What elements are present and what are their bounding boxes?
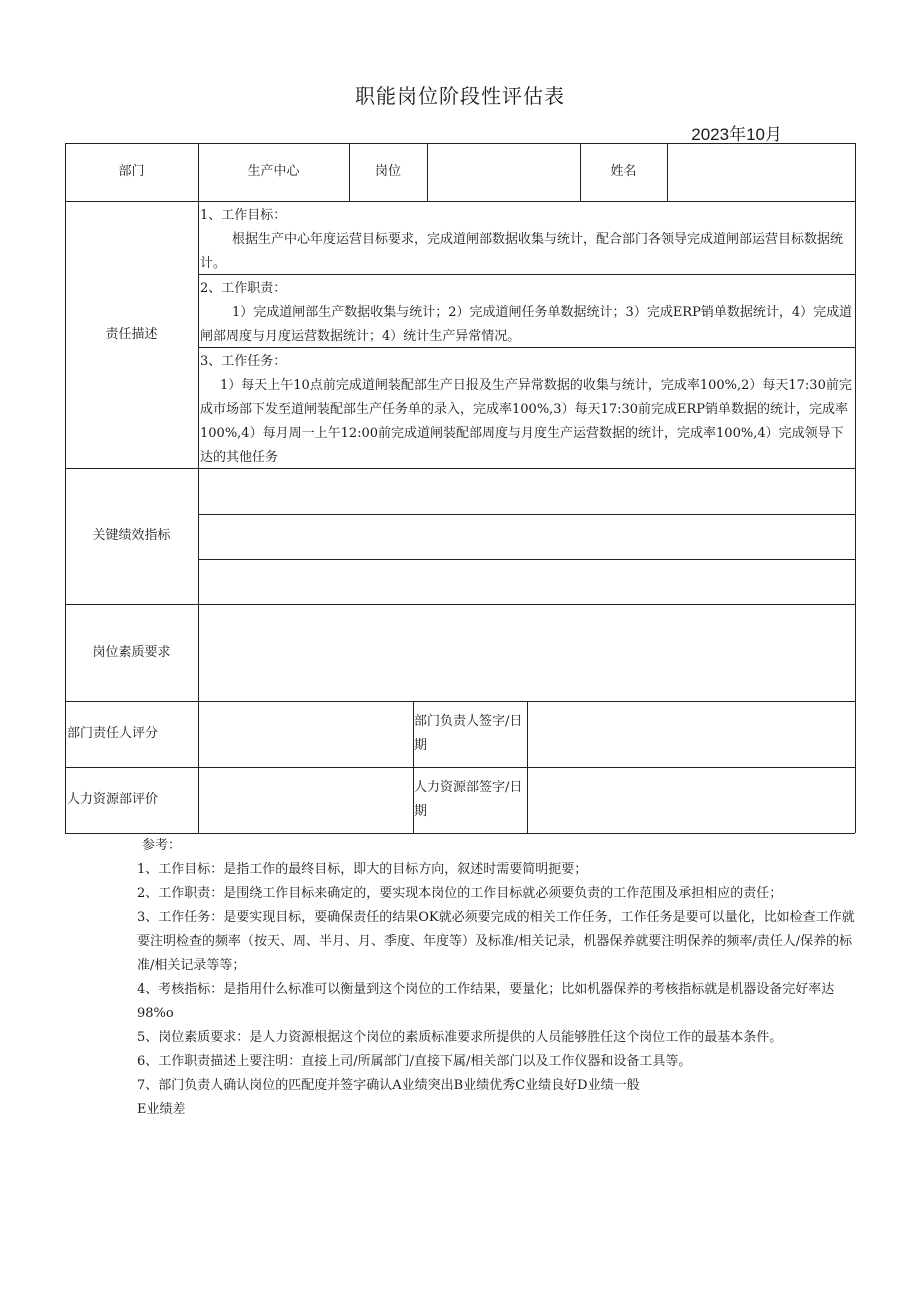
reference-item-7: 7、部门负责人确认岗位的匹配度并签字确认A业绩突出B业绩优秀C业绩良好D业绩一般	[137, 1078, 640, 1093]
reference-item-6: 6、工作职责描述上要注明：直接上司/所属部门/直接下属/相关部门以及工作仪器和设备工具等。	[137, 1054, 692, 1069]
dept-score-label: 部门责任人评分	[67, 726, 159, 741]
responsibility-label: 责任描述	[105, 326, 158, 342]
name-label: 姓名	[610, 164, 637, 179]
hr-sign-value[interactable]	[527, 767, 855, 833]
kpi-row-3[interactable]	[198, 559, 855, 604]
work-goal-text: 根据生产中心年度运营目标要求，完成道闸部数据收集与统计，配合部门各领导完成道闸部运营目标数据统计。	[200, 232, 844, 271]
dept-sign-value[interactable]	[527, 701, 855, 767]
quality-value[interactable]	[198, 604, 855, 701]
hr-eval-value[interactable]	[198, 767, 413, 833]
reference-item-4: 4、考核指标：是指用什么标准可以衡量到这个岗位的工作结果，要量化；比如机器保养的考核指标就是机器设备完好率达98%o	[137, 982, 835, 1021]
work-duty-text: 1）完成道闸部生产数据收集与统计；2）完成道闸任务单数据统计；3）完成ERP销单数据统计，4）完成道闸部周度与月度运营数据统计；4）统计生产异常情况。	[200, 305, 853, 344]
form-date: 2023年10月	[691, 125, 782, 144]
reference-item-3: 3、工作任务：是要实现目标，要确保责任的结果OK就必须要完成的相关工作任务，工作任务是要可以量化，比如检查工作就要注明检查的频率（按天、周、半月、月、季度、年度等）及标准/相关记录，机器保养就要注明保养的频率/责任人/保养的标准/相关记录等等；	[137, 910, 855, 973]
quality-label: 岗位素质要求	[92, 644, 171, 660]
reference-item-8: E业绩差	[137, 1102, 186, 1117]
hr-eval-label: 人力资源部评价	[67, 792, 159, 807]
reference-item-2: 2、工作职责：是围绕工作目标来确定的，要实现本岗位的工作目标就必须要负责的工作范围及承担相应的责任；	[137, 886, 783, 901]
work-task-title: 3、工作任务：	[200, 354, 287, 369]
work-duty-section	[200, 277, 854, 349]
dept-sign-label: 部门负责人签字/日期	[414, 714, 523, 753]
hr-sign-label: 人力资源部签字/日期	[414, 780, 523, 819]
name-value[interactable]	[667, 143, 855, 201]
dept-score-value[interactable]	[198, 701, 413, 767]
reference-notes	[137, 834, 857, 1122]
work-goal-section	[200, 204, 854, 276]
kpi-row-1[interactable]	[198, 468, 855, 514]
reference-item-5: 5、岗位素质要求：是人力资源根据这个岗位的素质标准要求所提供的人员能够胜任这个岗位工作的最基本条件。	[137, 1030, 783, 1045]
reference-heading: 参考：	[142, 838, 182, 853]
kpi-label: 关键绩效指标	[92, 528, 171, 543]
page-title: 职能岗位阶段性评估表	[355, 84, 565, 108]
work-task-text: 1）每天上午10点前完成道闸装配部生产日报及生产异常数据的收集与统计，完成率100%,2）每天17:30前完成市场部下发至道闸装配部生产任务单的录入，完成率100%,3）每天17:30前完成ERP销单数据的统计，完成率100%,4）每月周一上午12:00前完成道闸装配部周度与月度生产运营数据的统计，完成率100%,4）完成领导下达的其他任务	[200, 378, 852, 465]
work-goal-title: 1、工作目标：	[200, 208, 287, 223]
post-label: 岗位	[374, 164, 401, 179]
post-value[interactable]	[427, 143, 580, 201]
kpi-row-2[interactable]	[198, 514, 855, 559]
dept-label: 部门	[118, 164, 145, 179]
work-task-section	[200, 350, 854, 470]
dept-value[interactable]: 生产中心	[247, 164, 300, 179]
work-duty-title: 2、工作职责：	[200, 281, 287, 296]
reference-item-1: 1、工作目标：是指工作的最终目标，即大的目标方向，叙述时需要简明扼要；	[137, 862, 588, 877]
